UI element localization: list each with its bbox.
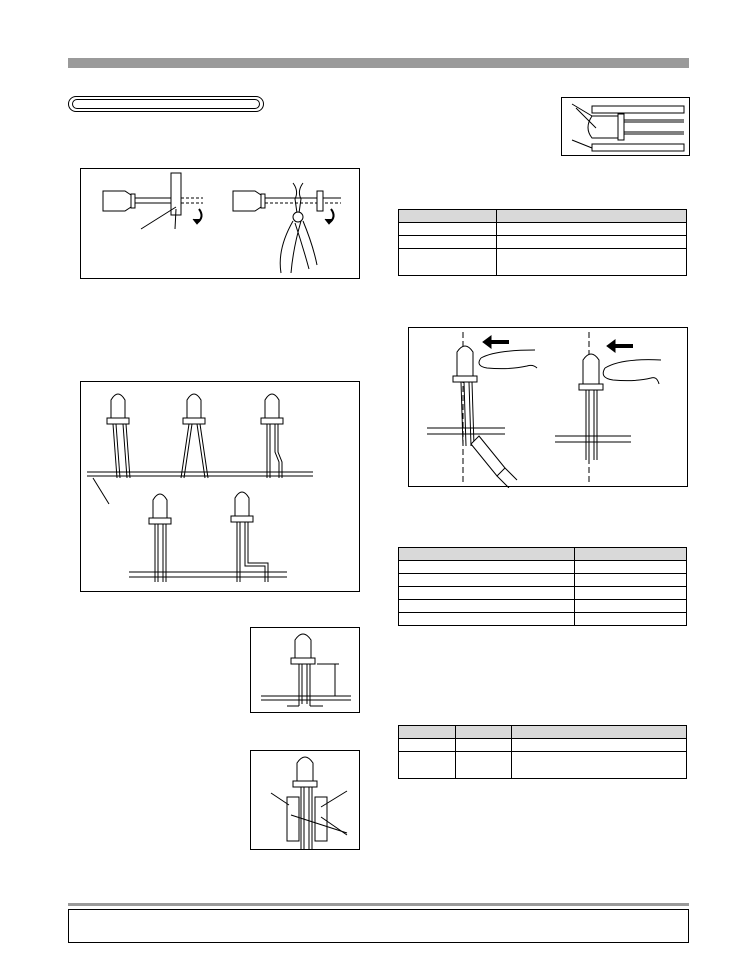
table-2-header-cell	[399, 548, 575, 561]
spacer-mount-figure	[250, 750, 360, 850]
table-3-header-cell	[456, 726, 512, 739]
table-row	[399, 587, 687, 600]
spacer-mounting-illustration	[251, 751, 361, 851]
footer-box	[68, 909, 689, 943]
table-row	[399, 561, 687, 574]
table-3	[398, 725, 687, 779]
table-cell	[575, 574, 687, 587]
table-cell	[399, 600, 575, 613]
header-rule	[68, 58, 689, 68]
table-row	[399, 249, 687, 276]
table-cell	[399, 739, 456, 752]
table-row	[399, 600, 687, 613]
table-row	[399, 223, 687, 236]
table-cell	[399, 236, 497, 249]
table-row	[399, 739, 687, 752]
table-row	[399, 574, 687, 587]
table-cell	[399, 574, 575, 587]
table-1-header-cell	[399, 210, 497, 223]
led-side-view-illustration	[562, 98, 691, 157]
lead-forming-figure	[80, 381, 360, 592]
table-cell	[575, 561, 687, 574]
table-cell	[399, 752, 456, 779]
table-cell	[497, 249, 687, 276]
table-cell	[399, 561, 575, 574]
table-1	[398, 209, 687, 276]
table-cell	[399, 249, 497, 276]
table-3-header-cell	[512, 726, 687, 739]
soldering-iron-illustration	[409, 328, 689, 488]
table-cell	[512, 739, 687, 752]
table-cell	[575, 600, 687, 613]
table-cell	[399, 223, 497, 236]
table-cell	[456, 739, 512, 752]
footer-rule	[68, 903, 689, 906]
table-cell	[399, 587, 575, 600]
table-2	[398, 547, 687, 626]
table-2-header-cell	[575, 548, 687, 561]
side-view-figure	[561, 97, 690, 156]
table-row	[399, 613, 687, 626]
section-tab	[68, 96, 264, 112]
table-cell	[399, 613, 575, 626]
table-3-header-cell	[399, 726, 456, 739]
lead-cutting-figure	[80, 168, 360, 279]
table-cell	[512, 752, 687, 779]
table-cell	[575, 613, 687, 626]
mounting-height-figure	[250, 627, 360, 713]
lead-forming-illustration	[81, 382, 361, 593]
mounting-height-illustration	[251, 628, 361, 714]
table-cell	[575, 587, 687, 600]
soldering-figure	[408, 327, 688, 487]
table-cell	[456, 752, 512, 779]
table-row	[399, 752, 687, 779]
table-cell	[497, 236, 687, 249]
lead-cutting-illustration	[81, 169, 361, 280]
table-1-header-cell	[497, 210, 687, 223]
table-cell	[497, 223, 687, 236]
table-row	[399, 236, 687, 249]
